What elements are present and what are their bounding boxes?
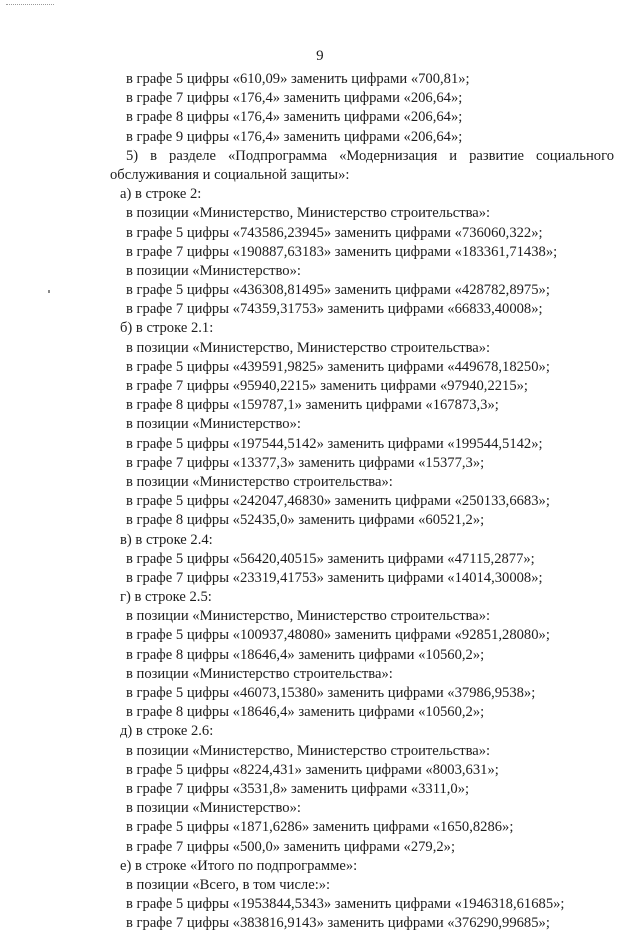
text-line: в графе 5 цифры «242047,46830» заменить цифрами «250133,6683»; [126, 493, 550, 510]
text-line: в позиции «Всего, в том числе:»: [126, 876, 331, 893]
text-line: в графе 8 цифры «18646,4» заменить цифрами «10560,2»; [126, 704, 485, 721]
text-line: в графе 7 цифры «23319,41753» заменить цифрами «14014,30008»; [126, 569, 543, 586]
text-line: в графе 8 цифры «159787,1» заменить цифрами «167873,3»; [126, 397, 499, 414]
page-number: 9 [316, 48, 324, 64]
row-subitem-heading: г) в строке 2.5: [120, 589, 212, 606]
text-line: в графе 5 цифры «46073,15380» заменить цифрами «37986,9538»; [126, 685, 536, 701]
document-body [0, 70, 640, 933]
row-subitem-heading: а) в строке 2: [120, 186, 202, 203]
text-line: в графе 7 цифры «383816,9143» заменить цифрами «376290,99685»; [126, 915, 550, 932]
text-line: в графе 7 цифры «190887,63183» заменить цифрами «183361,71438»; [126, 243, 558, 260]
text-line: в графе 8 цифры «18646,4» заменить цифрами «10560,2»; [126, 646, 485, 663]
text-line: в позиции «Министерство, Министерство строительства»: [126, 205, 491, 222]
text-line: в графе 7 цифры «13377,3» заменить цифрами «15377,3»; [126, 454, 485, 471]
text-line: в графе 5 цифры «8224,431» заменить цифрами «8003,631»; [126, 761, 499, 778]
text-line: в графе 5 цифры «197544,5142» заменить цифрами «199544,5142»; [126, 435, 543, 452]
row-subitem-heading: д) в строке 2.6: [120, 723, 214, 740]
text-line: в графе 5 цифры «436308,81495» заменить цифрами «428782,8975»; [126, 282, 550, 299]
text-line: в графе 8 цифры «52435,0» заменить цифрами «60521,2»; [126, 512, 485, 529]
row-subitem-heading: е) в строке «Итого по подпрограмме»: [120, 857, 358, 874]
text-line: в позиции «Министерство»: [126, 416, 301, 433]
text-line: в графе 7 цифры «74359,31753» заменить цифрами «66833,40008»; [126, 301, 543, 318]
text-line: в графе 5 цифры «56420,40515» заменить цифрами «47115,2877»; [126, 550, 535, 567]
section-heading-line: 5) в разделе «Подпрограмма «Модернизация и развитие социального [126, 147, 614, 164]
text-line: в позиции «Министерство, Министерство строительства»: [126, 339, 491, 356]
row-subitem-heading: в) в строке 2.4: [120, 531, 213, 548]
scan-corner-mark [6, 4, 54, 6]
text-line: в позиции «Министерство, Министерство строительства»: [126, 742, 491, 759]
text-line: в графе 7 цифры «95940,2215» заменить цифрами «97940,2215»; [126, 378, 528, 394]
text-line: в позиции «Министерство»: [126, 800, 301, 817]
text-line: в графе 5 цифры «1953844,5343» заменить цифрами «1946318,61685»; [126, 896, 565, 913]
text-line: в позиции «Министерство»: [126, 262, 301, 279]
text-line: в графе 5 цифры «1871,6286» заменить цифрами «1650,8286»; [126, 819, 514, 836]
text-line: в графе 5 цифры «743586,23945» заменить цифрами «736060,322»; [126, 224, 543, 241]
text-line: в позиции «Министерство, Министерство строительства»: [126, 608, 491, 625]
text-line: в графе 7 цифры «500,0» заменить цифрами «279,2»; [126, 838, 456, 855]
row-subitem-heading: б) в строке 2.1: [120, 320, 214, 337]
text-line: в графе 5 цифры «610,09» заменить цифрами «700,81»; [126, 71, 470, 87]
text-line: в графе 7 цифры «176,4» заменить цифрами «206,64»; [126, 90, 463, 107]
text-line: в графе 5 цифры «439591,9825» заменить цифрами «449678,18250»; [126, 358, 550, 375]
text-line: в графе 8 цифры «176,4» заменить цифрами «206,64»; [126, 109, 463, 126]
text-line: в графе 9 цифры «176,4» заменить цифрами «206,64»; [126, 128, 463, 145]
section-heading-continuation: обслуживания и социальной защиты»: [110, 166, 350, 183]
text-line: в позиции «Министерство строительства»: [126, 473, 393, 490]
text-line: в графе 7 цифры «3531,8» заменить цифрами «3311,0»; [126, 780, 470, 797]
text-line: в графе 5 цифры «100937,48080» заменить цифрами «92851,28080»; [126, 627, 550, 644]
text-line: в позиции «Министерство строительства»: [126, 665, 393, 682]
